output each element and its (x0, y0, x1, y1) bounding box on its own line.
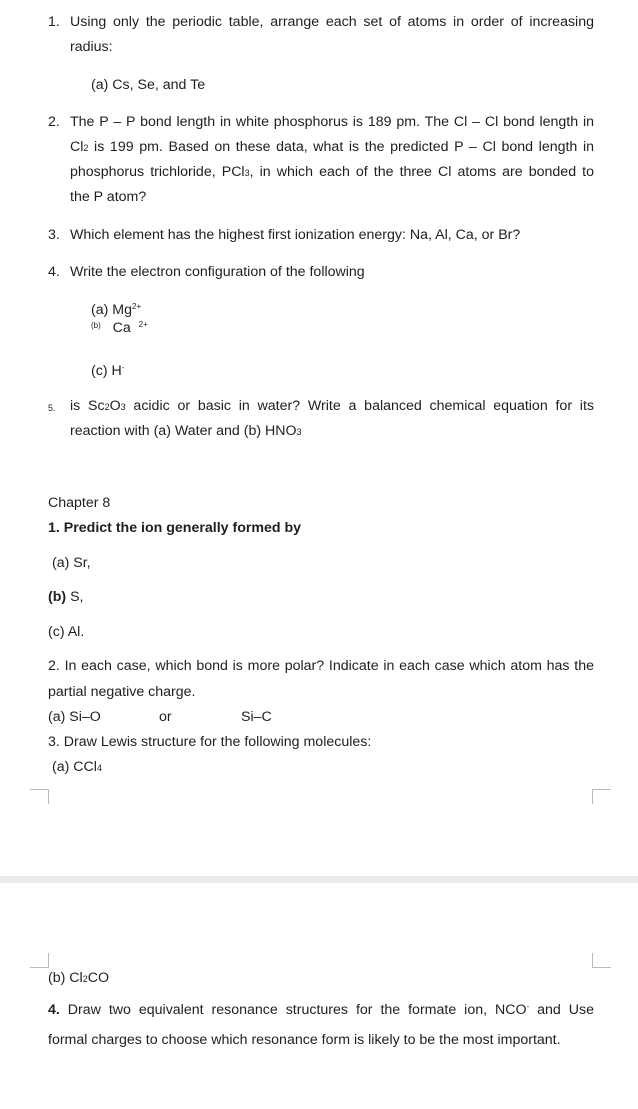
question-2-line-2: Cl2 is 199 pm. Based on these data, what is the predicted P – Cl bond length in (70, 139, 594, 155)
question-2-number: 2. (48, 114, 60, 130)
question-2-line-4: the P atom? (70, 189, 147, 205)
ch8-question-1-prompt: 1. Predict the ion generally formed by (48, 520, 302, 536)
ch8-question-3-part-b: (b) Cl2CO (48, 970, 109, 986)
question-4-text: Write the electron configuration of the following (70, 264, 365, 280)
chapter-8-title: Chapter 8 (48, 495, 111, 511)
page-separator (0, 876, 638, 883)
question-5-line-1: is Sc2O3 acidic or basic in water? Write a balanced chemical equation for its (70, 398, 594, 414)
question-3-text: Which element has the highest first ionization energy: Na, Al, Ca, or Br? (70, 227, 521, 243)
ch8-question-2-part-a: (a) Si–O (48, 709, 101, 725)
question-4-part-c: (c) H- (91, 363, 125, 379)
ch8-question-2-line-2: partial negative charge. (48, 684, 196, 700)
ch8-question-1-part-a: (a) Sr, (52, 555, 91, 571)
crop-mark-bottom-left (30, 953, 49, 968)
question-2-line-3: phosphorus trichloride, PCl3, in which each of the three Cl atoms are bonded to (70, 164, 594, 180)
crop-mark-top-left (30, 789, 49, 804)
question-1-number: 1. (48, 14, 60, 30)
question-4-part-a: (a) $Mg^{2+}$ (91, 302, 142, 318)
question-1-line-1: Using only the periodic table, arrange each set of atoms in order of increasing (70, 14, 594, 30)
ch8-question-1-part-b: (b) S, (48, 589, 84, 605)
ch8-question-4-line-2: formal charges to choose which resonance form is likely to be the most important. (48, 1032, 561, 1048)
question-2-line-1: The P – P bond length in white phosphorus is 189 pm. The Cl – Cl bond length in (70, 114, 594, 130)
question-5-line-2: reaction with (a) Water and (b) HNO3 (70, 423, 302, 439)
question-5-number: 5. (48, 403, 56, 413)
question-1-line-2: radius: (70, 39, 113, 55)
question-4-number: 4. (48, 264, 60, 280)
question-3-number: 3. (48, 227, 60, 243)
question-1-part-a: (a) Cs, Se, and Te (91, 77, 206, 93)
ch8-question-3-prompt: 3. Draw Lewis structure for the following molecules: (48, 734, 372, 750)
crop-mark-top-right (592, 789, 611, 804)
crop-mark-bottom-right (592, 953, 611, 968)
ch8-question-4-line-1: 4. Draw two equivalent resonance structures for the formate ion, NCO- and Use (48, 1002, 594, 1018)
ch8-question-2-alternative: Si–C (241, 709, 272, 725)
ch8-question-2-or: or (159, 709, 172, 725)
ch8-question-3-part-a: (a) CCl4 (52, 759, 102, 775)
ch8-question-1-part-c: (c) Al. (48, 624, 85, 640)
question-4-part-b: $^{(b)}$ Ca $^{2+}$ (91, 320, 148, 336)
cl2-formula: Cl2 (70, 139, 89, 155)
ch8-question-2-line-1: 2. In each case, which bond is more polar? Indicate in each case which atom has the (48, 658, 594, 674)
